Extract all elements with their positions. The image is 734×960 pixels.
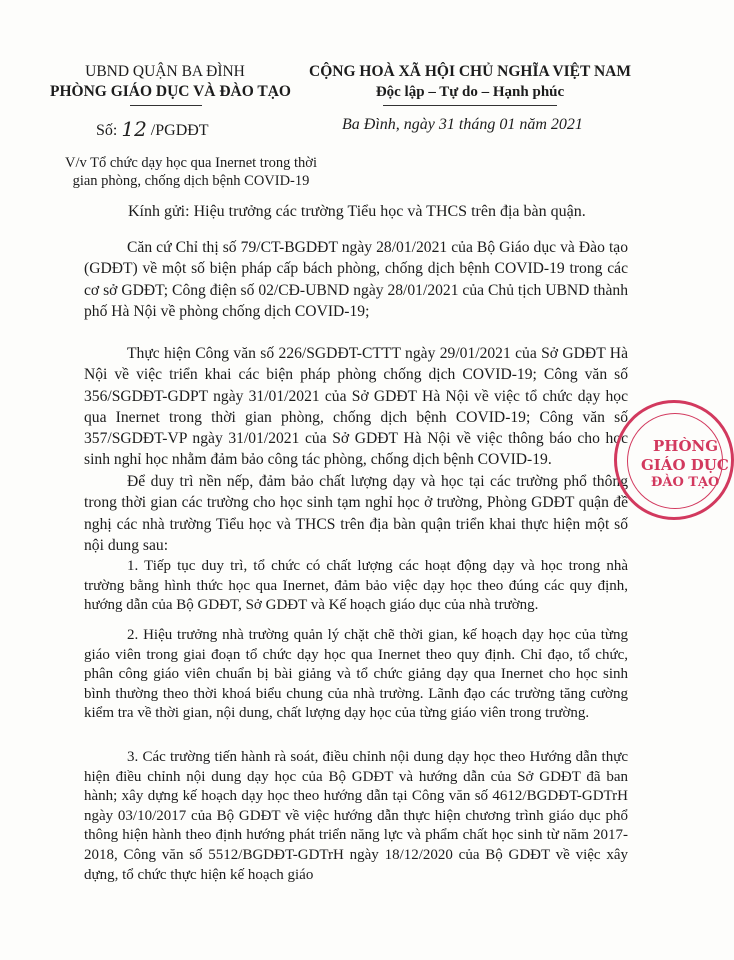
department-name: PHÒNG GIÁO DỤC VÀ ĐÀO TẠO <box>50 83 291 100</box>
agency-underline <box>130 105 202 106</box>
paragraph-basis: Căn cứ Chỉ thị số 79/CT-BGDĐT ngày 28/01/2021 của Bộ Giáo dục và Đào tạo (GDĐT) về một số biện pháp cấp bách phòng, chống dịch bệnh COVID-19 trong các cơ sở GDĐT; Công điện số 02/CĐ-UBND ngày 28/01/2021 của Chủ tịch UBND thành phố Hà Nội về phòng chống dịch COVID-19; <box>84 239 628 320</box>
paragraph-implementation: Thực hiện Công văn số 226/SGDĐT-CTTT ngày 29/01/2021 của Sở GDĐT Hà Nội về việc triển khai các biện pháp phòng chống dịch COVID-19; Công văn số 356/SGDĐT-GDPT ngày 31/01/2021 của Sở GDĐT Hà Nội về việc tổ chức dạy học qua Inernet trong thời gian phòng, chống dịch bệnh COVID-19; Công văn số 357/SGDĐT-VP ngày 31/01/2021 của Sở GDĐT Hà Nội về việc thông báo cho học sinh nghỉ học nhằm đảm bảo công tác phòng, chống dịch bệnh COVID-19. <box>84 345 628 469</box>
subject-line: V/v Tổ chức dạy học qua Inernet trong thời gian phòng, chống dịch bệnh COVID-19 <box>64 155 318 189</box>
paragraph-item-2: 2. Hiệu trưởng nhà trường quản lý chặt chẽ thời gian, kế hoạch dạy học của từng giáo viên trong giai đoạn tổ chức dạy học qua Inernet theo quy định. Chỉ đạo, tổ chức, phân công giáo viên chuẩn bị bài giảng và tổ chức giảng dạy qua Inernet cho học sinh bình thường theo thời khoá biểu chung của nhà trường. Lãnh đạo các trường tăng cường kiểm tra về thời gian, nội dung, chất lượng dạy học của từng giáo viên trong trường. <box>84 627 628 722</box>
stamp-text-line3: ĐÀO TẠO <box>651 475 720 490</box>
paragraph-item-3: 3. Các trường tiến hành rà soát, điều chỉnh nội dung dạy học theo Hướng dẫn thực hiện điều chỉnh nội dung dạy học của Bộ GDĐT và hướng dẫn của Sở GDĐT đã ban hành; xây dựng kế hoạch dạy học theo hướng dẫn tại Công văn số 4612/BGDĐT-GDTrH ngày 03/10/2017 của Bộ GDĐT về việc hướng dẫn thực hiện chương trình giáo dục phổ thông hiện hành theo định hướng phát triển năng lực và phẩm chất học sinh từ năm 2017-2018, Công văn số 5512/BGDĐT-GDTrH ngày 18/12/2020 của Bộ GDĐT về việc xây dựng, tổ chức thực hiện kế hoạch giáo <box>84 749 628 883</box>
document-number-suffix: /PGDĐT <box>150 122 209 139</box>
paragraph-request: Để duy trì nền nếp, đảm bảo chất lượng dạy và học tại các trường phổ thông trong thời gian các trường cho học sinh tạm nghỉ học ở trường, Phòng GDĐT quận đề nghị các nhà trường Tiểu học và THCS trên địa bàn quận triển khai thực hiện một số nội dung sau: <box>84 473 628 554</box>
date-line: Ba Đình, ngày 31 tháng 01 năm 2021 <box>342 116 583 133</box>
stamp-text-line2: GIÁO DỤC <box>641 456 729 474</box>
issuing-agency-block <box>50 62 291 102</box>
district-committee: UBND QUẬN BA ĐÌNH <box>85 63 245 80</box>
stamp-text-line1: PHÒNG <box>653 437 719 455</box>
department-seal-stamp <box>614 400 734 520</box>
motto-underline <box>383 105 557 106</box>
recipient-line: Kính gửi: Hiệu trưởng các trường Tiểu học và THCS trên địa bàn quận. <box>128 203 586 220</box>
national-motto-block <box>300 62 640 102</box>
document-number <box>96 116 209 140</box>
document-number-prefix: Số: <box>96 122 118 139</box>
national-motto: Độc lập – Tự do – Hạnh phúc <box>375 84 565 100</box>
country-name: CỘNG HOÀ XÃ HỘI CHỦ NGHĨA VIỆT NAM <box>309 63 631 80</box>
document-number-handwritten: 12 <box>121 117 147 141</box>
paragraph-item-1: 1. Tiếp tục duy trì, tổ chức có chất lượng các hoạt động dạy và học trong nhà trường bằng hình thức học qua Inernet, đảm bảo việc dạy học theo đúng các quy định, hướng dẫn của Bộ GDĐT, Sở GDĐT và Kế hoạch giáo dục của nhà trường. <box>84 558 628 614</box>
